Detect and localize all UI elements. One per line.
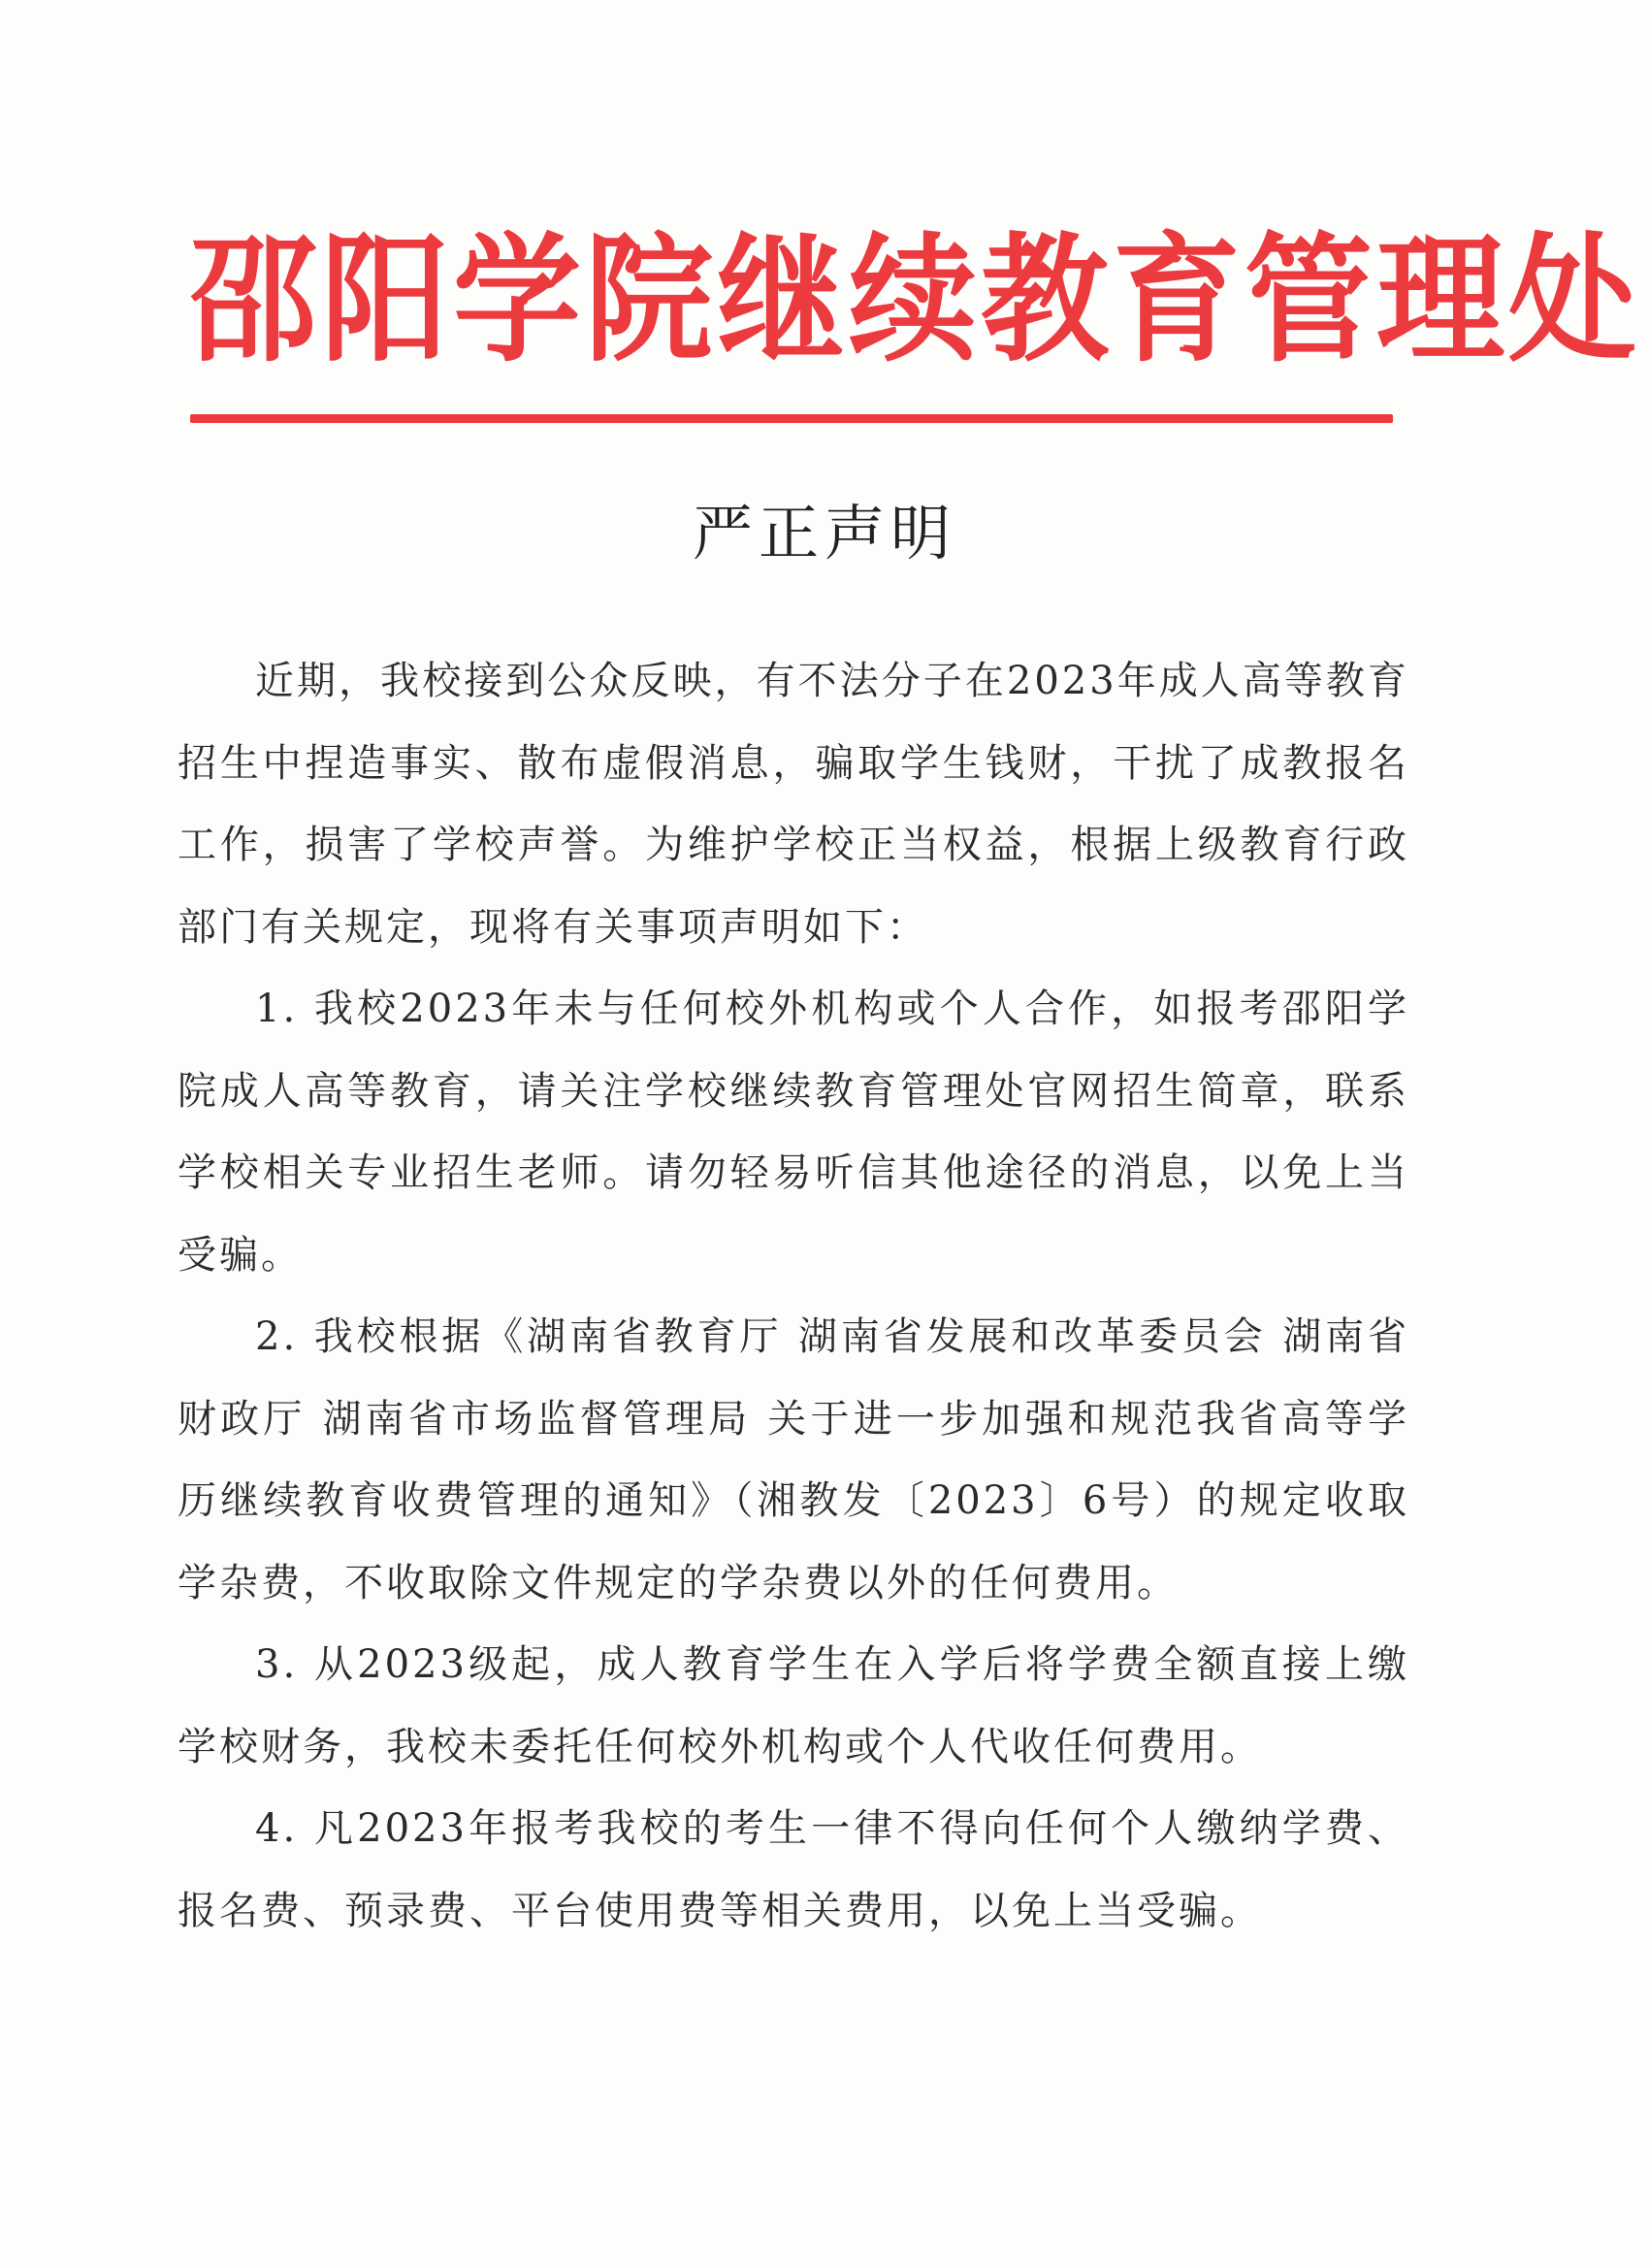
paragraph-item-4: 4. 凡2023年报考我校的考生一律不得向任何个人缴纳学费、报名费、预录费、平台使用费等相关费用，以免上当受骗。 xyxy=(178,1806,1409,1933)
paragraph-item-2: 2. 我校根据《湖南省教育厅 湖南省发展和改革委员会 湖南省财政厅 湖南省市场监督管理局 关于进一步加强和规范我省高等学历继续教育收费管理的通知》（湘教发〔2023〕6号）的规定收取学杂费，不收取除文件规定的学杂费以外的任何费用。 xyxy=(178,1314,1409,1605)
letterhead-divider xyxy=(190,414,1393,423)
document-title: 严正声明 xyxy=(692,498,956,568)
letterhead xyxy=(189,209,1640,412)
paragraph-intro: 近期，我校接到公众反映，有不法分子在2023年成人高等教育招生中捏造事实、散布虚假消息，骗取学生钱财，干扰了成教报名工作，损害了学校声誉。为维护学校正当权益，根据上级教育行政部门有关规定，现将有关事项声明如下： xyxy=(178,659,1409,950)
document-body xyxy=(178,640,1409,1952)
paragraph-item-3: 3. 从2023级起，成人教育学生在入学后将学费全额直接上缴学校财务，我校未委托任何校外机构或个人代收任何费用。 xyxy=(178,1642,1409,1769)
letterhead-title: 邵阳学院继续教育管理处 xyxy=(189,218,1640,382)
paragraph-item-1: 1. 我校2023年未与任何校外机构或个人合作，如报考邵阳学院成人高等教育，请关注学校继续教育管理处官网招生简章，联系学校相关专业招生老师。请勿轻易听信其他途径的消息，以免上当受骗。 xyxy=(178,987,1409,1278)
